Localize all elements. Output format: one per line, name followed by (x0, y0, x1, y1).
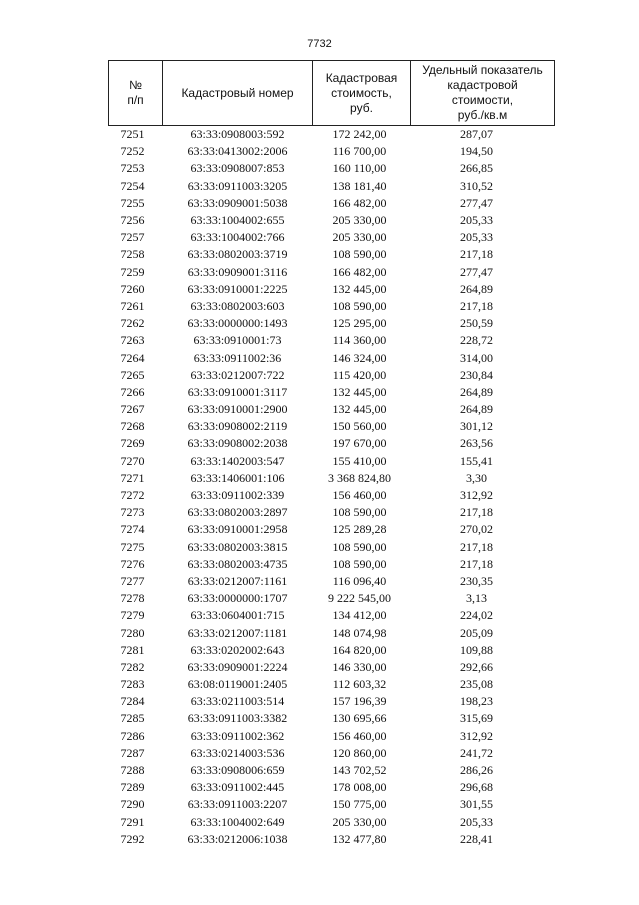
cadastral-number: 63:33:0802003:603 (190, 298, 285, 313)
cadastral-number: 63:33:0910001:73 (193, 333, 282, 348)
row-number: 7274 (120, 522, 145, 537)
cadastral-value: 9 222 545,00 (328, 591, 391, 606)
table-row (109, 693, 555, 710)
cadastral-value: 146 330,00 (332, 659, 387, 674)
table-header (109, 61, 555, 126)
specific-value: 3,13 (466, 591, 487, 606)
header-specific-value-line: стоимости, (451, 93, 514, 107)
specific-value: 315,69 (460, 711, 493, 726)
specific-value: 301,12 (460, 419, 493, 434)
specific-value: 224,02 (460, 608, 493, 623)
specific-value: 205,33 (460, 213, 493, 228)
header-cadastral-value (313, 61, 411, 126)
cadastral-number: 63:33:0802003:3719 (187, 247, 288, 262)
specific-value: 287,07 (460, 127, 493, 142)
specific-value: 264,89 (460, 384, 493, 399)
table-row (109, 332, 555, 349)
cadastral-number: 63:33:1406001:106 (190, 470, 285, 485)
cadastral-value: 115 420,00 (332, 367, 387, 382)
specific-value: 155,41 (460, 453, 493, 468)
specific-value: 3,30 (466, 470, 487, 485)
cadastral-number: 63:33:1004002:766 (190, 230, 285, 245)
row-number: 7264 (120, 350, 145, 365)
row-number: 7270 (120, 453, 145, 468)
specific-value: 217,18 (460, 298, 493, 313)
cadastral-value: 156 460,00 (332, 488, 387, 503)
header-num-line: п/п (127, 93, 144, 107)
cadastral-value: 166 482,00 (332, 195, 387, 210)
specific-value: 241,72 (460, 745, 493, 760)
header-cadastral-value-line: стоимость, (331, 85, 392, 100)
row-number: 7292 (120, 831, 145, 846)
row-number: 7278 (120, 591, 145, 606)
cadastral-number: 63:33:0911002:36 (193, 350, 282, 365)
table-row (109, 281, 555, 298)
cadastral-number: 63:33:0212007:1161 (187, 573, 288, 588)
cadastral-value: 116 096,40 (332, 573, 387, 588)
cadastral-number: 63:33:0802003:3815 (187, 539, 288, 554)
header-specific-value-line: Удельный показатель (422, 63, 543, 77)
row-number: 7258 (120, 247, 145, 262)
specific-value: 310,52 (460, 178, 493, 193)
cadastral-number: 63:33:0908003:592 (190, 127, 285, 142)
table-row (109, 195, 555, 212)
table-row (109, 762, 555, 779)
row-number: 7267 (120, 402, 145, 417)
cadastral-number: 63:33:0802003:2897 (187, 505, 288, 520)
cadastral-value: 114 360,00 (332, 333, 387, 348)
table-row (109, 607, 555, 624)
cadastral-number: 63:33:1402003:547 (190, 453, 285, 468)
cadastral-value: 108 590,00 (332, 505, 387, 520)
cadastral-value: 150 560,00 (332, 419, 387, 434)
cadastral-number: 63:33:0909001:3116 (187, 264, 288, 279)
table-body (109, 126, 555, 848)
row-number: 7266 (120, 384, 145, 399)
header-cadastral-value-line: руб. (350, 100, 373, 115)
specific-value: 109,88 (460, 642, 493, 657)
cadastral-table (108, 60, 555, 848)
table-row (109, 590, 555, 607)
cadastral-value: 125 289,28 (332, 522, 387, 537)
table-row (109, 728, 555, 745)
cadastral-value: 132 445,00 (332, 384, 387, 399)
table-row (109, 573, 555, 590)
table-row (109, 367, 555, 384)
row-number: 7284 (120, 694, 145, 709)
specific-value: 270,02 (460, 522, 493, 537)
specific-value: 205,33 (460, 230, 493, 245)
specific-value: 250,59 (460, 316, 493, 331)
row-number: 7276 (120, 556, 145, 571)
table-row (109, 435, 555, 452)
cadastral-value: 108 590,00 (332, 556, 387, 571)
table-row (109, 453, 555, 470)
table-row (109, 814, 555, 831)
specific-value: 266,85 (460, 161, 493, 176)
row-number: 7289 (120, 780, 145, 795)
table-row (109, 229, 555, 246)
cadastral-value: 164 820,00 (332, 642, 387, 657)
row-number: 7290 (120, 797, 145, 812)
cadastral-number: 63:33:1004002:655 (190, 213, 285, 228)
row-number: 7268 (120, 419, 145, 434)
cadastral-number: 63:33:0911002:339 (190, 488, 285, 503)
table-row (109, 796, 555, 813)
table-row (109, 676, 555, 693)
cadastral-value: 205 330,00 (332, 230, 387, 245)
table-row (109, 126, 555, 144)
cadastral-value: 108 590,00 (332, 298, 387, 313)
cadastral-number: 63:33:0908002:2038 (187, 436, 288, 451)
row-number: 7260 (120, 281, 145, 296)
cadastral-value: 108 590,00 (332, 247, 387, 262)
specific-value: 230,35 (460, 573, 493, 588)
cadastral-value: 3 368 824,80 (328, 470, 391, 485)
table-row (109, 624, 555, 641)
row-number: 7287 (120, 745, 145, 760)
specific-value: 312,92 (460, 488, 493, 503)
row-number: 7252 (120, 144, 145, 159)
cadastral-value: 125 295,00 (332, 316, 387, 331)
cadastral-number: 63:33:0911003:3382 (187, 711, 288, 726)
cadastral-value: 155 410,00 (332, 453, 387, 468)
cadastral-value: 205 330,00 (332, 213, 387, 228)
row-number: 7261 (120, 298, 145, 313)
specific-value: 205,09 (460, 625, 493, 640)
specific-value: 286,26 (460, 763, 493, 778)
row-number: 7254 (120, 178, 145, 193)
table-row (109, 831, 555, 848)
cadastral-value: 130 695,66 (332, 711, 387, 726)
cadastral-number: 63:33:0212007:1181 (187, 625, 288, 640)
specific-value: 235,08 (460, 677, 493, 692)
cadastral-number: 63:33:0604001:715 (190, 608, 285, 623)
cadastral-number: 63:33:0909001:5038 (187, 195, 288, 210)
row-number: 7259 (120, 264, 145, 279)
row-number: 7280 (120, 625, 145, 640)
table-row (109, 539, 555, 556)
cadastral-number: 63:33:0413002:2006 (187, 144, 288, 159)
cadastral-value: 132 445,00 (332, 402, 387, 417)
specific-value: 277,47 (460, 264, 493, 279)
specific-value: 217,18 (460, 556, 493, 571)
header-specific-value-line: кадастровой (447, 78, 518, 92)
cadastral-number: 63:33:0908007:853 (190, 161, 285, 176)
cadastral-value: 146 324,00 (332, 350, 387, 365)
header-cadastral-number: Кадастровый номер (163, 61, 313, 126)
row-number: 7288 (120, 763, 145, 778)
table-row (109, 264, 555, 281)
cadastral-value: 172 242,00 (332, 127, 387, 142)
specific-value: 228,41 (460, 831, 493, 846)
cadastral-value: 116 700,00 (332, 144, 387, 159)
row-number: 7253 (120, 161, 145, 176)
table-row (109, 384, 555, 401)
row-number: 7251 (120, 127, 145, 142)
row-number: 7281 (120, 642, 145, 657)
cadastral-number: 63:33:0211003:514 (190, 694, 285, 709)
table-row (109, 487, 555, 504)
row-number: 7256 (120, 213, 145, 228)
header-specific-value-line: руб./кв.м (457, 108, 508, 122)
row-number: 7275 (120, 539, 145, 554)
cadastral-number: 63:33:0212007:722 (190, 367, 285, 382)
cadastral-value: 178 008,00 (332, 780, 387, 795)
cadastral-number: 63:33:0911002:362 (190, 728, 285, 743)
specific-value: 264,89 (460, 281, 493, 296)
cadastral-value: 120 860,00 (332, 745, 387, 760)
specific-value: 277,47 (460, 195, 493, 210)
table-row (109, 556, 555, 573)
table-row (109, 521, 555, 538)
cadastral-number: 63:33:0000000:1707 (187, 591, 288, 606)
row-number: 7282 (120, 659, 145, 674)
table-row (109, 349, 555, 366)
specific-value: 296,68 (460, 780, 493, 795)
cadastral-value: 160 110,00 (332, 161, 387, 176)
cadastral-number: 63:33:0214003:536 (190, 745, 285, 760)
specific-value: 217,18 (460, 505, 493, 520)
cadastral-value: 112 603,32 (332, 677, 387, 692)
table-row (109, 504, 555, 521)
page-number: 7732 (307, 38, 332, 50)
cadastral-value: 108 590,00 (332, 539, 387, 554)
row-number: 7291 (120, 814, 145, 829)
cadastral-number: 63:33:0202002:643 (190, 642, 285, 657)
cadastral-value: 132 445,00 (332, 281, 387, 296)
row-number: 7263 (120, 333, 145, 348)
cadastral-value: 138 181,40 (332, 178, 387, 193)
specific-value: 194,50 (460, 144, 493, 159)
row-number: 7265 (120, 367, 145, 382)
table-row (109, 710, 555, 727)
table-row (109, 178, 555, 195)
specific-value: 312,92 (460, 728, 493, 743)
cadastral-value: 157 196,39 (332, 694, 387, 709)
cadastral-number: 63:33:0802003:4735 (187, 556, 288, 571)
row-number: 7279 (120, 608, 145, 623)
cadastral-value: 132 477,80 (332, 831, 387, 846)
cadastral-value: 197 670,00 (332, 436, 387, 451)
specific-value: 263,56 (460, 436, 493, 451)
cadastral-value: 205 330,00 (332, 814, 387, 829)
row-number: 7273 (120, 505, 145, 520)
cadastral-number: 63:33:0911003:2207 (187, 797, 288, 812)
specific-value: 264,89 (460, 402, 493, 417)
table-row (109, 659, 555, 676)
table-row (109, 143, 555, 160)
cadastral-value: 166 482,00 (332, 264, 387, 279)
cadastral-number: 63:08:0119001:2405 (187, 677, 288, 692)
table-row (109, 745, 555, 762)
table-row (109, 418, 555, 435)
row-number: 7262 (120, 316, 145, 331)
cadastral-number: 63:33:0910001:2900 (187, 402, 288, 417)
row-number: 7255 (120, 195, 145, 210)
table-row (109, 298, 555, 315)
cadastral-value: 150 775,00 (332, 797, 387, 812)
cadastral-number: 63:33:1004002:649 (190, 814, 285, 829)
specific-value: 230,84 (460, 367, 493, 382)
header-num-line: № (129, 78, 142, 92)
table-row (109, 470, 555, 487)
table-row (109, 246, 555, 263)
specific-value: 314,00 (460, 350, 493, 365)
cadastral-number: 63:33:0910001:3117 (187, 384, 288, 399)
cadastral-number: 63:33:0910001:2958 (187, 522, 288, 537)
specific-value: 198,23 (460, 694, 493, 709)
table-row (109, 315, 555, 332)
cadastral-number: 63:33:0909001:2224 (187, 659, 288, 674)
cadastral-number: 63:33:0212006:1038 (187, 831, 288, 846)
cadastral-number: 63:33:0911002:445 (190, 780, 285, 795)
table-row (109, 160, 555, 177)
row-number: 7277 (120, 573, 145, 588)
row-number: 7269 (120, 436, 145, 451)
table-row (109, 401, 555, 418)
cadastral-number: 63:33:0910001:2225 (187, 281, 288, 296)
header-num (109, 61, 163, 126)
row-number: 7272 (120, 488, 145, 503)
specific-value: 217,18 (460, 539, 493, 554)
specific-value: 292,66 (460, 659, 493, 674)
row-number: 7271 (120, 470, 145, 485)
row-number: 7286 (120, 728, 145, 743)
specific-value: 301,55 (460, 797, 493, 812)
row-number: 7257 (120, 230, 145, 245)
cadastral-value: 143 702,52 (332, 763, 387, 778)
header-cadastral-value-line: Кадастровая (325, 70, 398, 85)
cadastral-number: 63:33:0911003:3205 (187, 178, 288, 193)
table-row (109, 642, 555, 659)
cadastral-number: 63:33:0908002:2119 (187, 419, 288, 434)
row-number: 7285 (120, 711, 145, 726)
header-specific-value (411, 61, 555, 126)
cadastral-number: 63:33:0000000:1493 (187, 316, 288, 331)
cadastral-value: 134 412,00 (332, 608, 387, 623)
cadastral-number: 63:33:0908006:659 (190, 763, 285, 778)
table-row (109, 779, 555, 796)
specific-value: 205,33 (460, 814, 493, 829)
specific-value: 228,72 (460, 333, 493, 348)
table-row (109, 212, 555, 229)
row-number: 7283 (120, 677, 145, 692)
specific-value: 217,18 (460, 247, 493, 262)
cadastral-value: 156 460,00 (332, 728, 387, 743)
cadastral-value: 148 074,98 (332, 625, 387, 640)
